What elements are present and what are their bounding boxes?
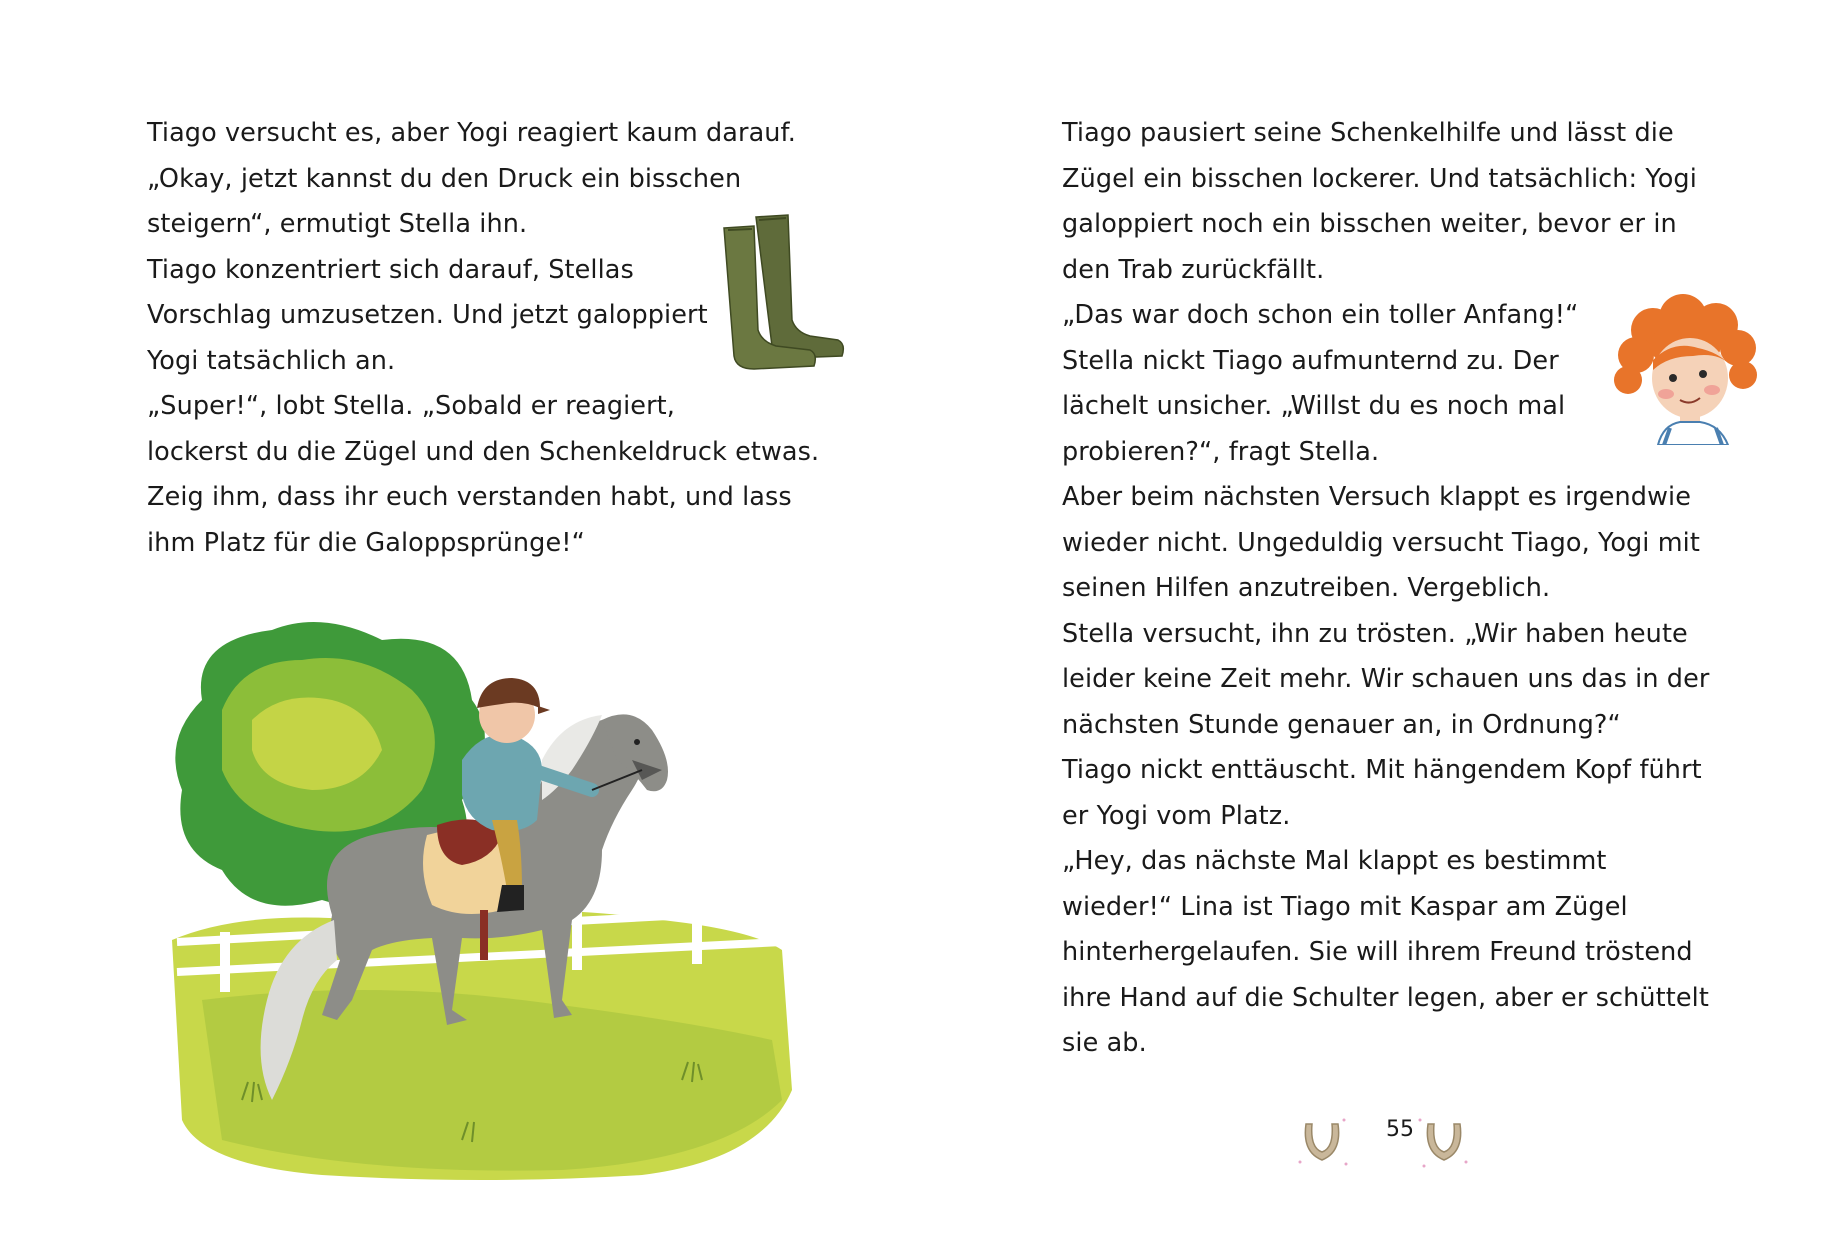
text-line: Stella versucht, ihn zu trösten. „Wir haben heute <box>1062 618 1688 649</box>
text-line: seinen Hilfen anzutreiben. Vergeblich. <box>1062 573 1551 603</box>
riding-boots-illustration <box>718 212 848 377</box>
text-line: Tiago versucht es, aber Yogi reagiert kaum darauf. <box>147 118 796 148</box>
text-line: probieren?“, fragt Stella. <box>1062 436 1380 467</box>
text-line: sie ab. <box>1062 1028 1147 1058</box>
text-line: Zügel ein bisschen lockerer. Und tatsächlich: Yogi <box>1062 163 1697 194</box>
text-line: Stella nickt Tiago aufmunternd zu. Der <box>1062 345 1559 376</box>
text-line: wieder!“ Lina ist Tiago mit Kaspar am Zügel <box>1062 891 1628 922</box>
horseshoe-icon <box>1414 1112 1474 1172</box>
text-line: nächsten Stunde genauer an, in Ordnung?“ <box>1062 709 1621 740</box>
right-page <box>916 0 1831 1240</box>
text-line: Tiago pausiert seine Schenkelhilfe und lässt die <box>1062 118 1674 148</box>
text-line: Aber beim nächsten Versuch klappt es irgendwie <box>1062 482 1692 512</box>
text-line: Yogi tatsächlich an. <box>147 345 396 376</box>
horseshoe-icon <box>1292 1112 1352 1172</box>
text-line: Zeig ihm, dass ihr euch verstanden habt, und lass <box>147 482 792 512</box>
text-line: galoppiert noch ein bisschen weiter, bevor er in <box>1062 209 1677 239</box>
text-line: hinterhergelaufen. Sie will ihrem Freund tröstend <box>1062 937 1693 967</box>
text-line: leider keine Zeit mehr. Wir schauen uns das in der <box>1062 664 1710 694</box>
text-line: „Das war doch schon ein toller Anfang!“ <box>1062 300 1579 330</box>
horse-rider-illustration <box>162 620 802 1185</box>
text-line: lockerst du die Zügel und den Schenkeldruck etwas. <box>147 436 820 467</box>
text-line: er Yogi vom Platz. <box>1062 800 1291 831</box>
text-line: „Super!“, lobt Stella. „Sobald er reagiert, <box>147 391 675 421</box>
text-line: den Trab zurückfällt. <box>1062 254 1325 285</box>
stella-face-illustration <box>1598 290 1773 445</box>
text-line: „Hey, das nächste Mal klappt es bestimmt <box>1062 846 1607 876</box>
text-line: Tiago nickt enttäuscht. Mit hängendem Kopf führt <box>1062 755 1702 785</box>
right-page-text <box>1062 111 1709 1067</box>
text-line: Vorschlag umzusetzen. Und jetzt galoppiert <box>147 300 708 330</box>
text-line: lächelt unsicher. „Willst du es noch mal <box>1062 391 1566 421</box>
text-line: steigern“, ermutigt Stella ihn. <box>147 209 528 239</box>
page-number: 55 <box>1386 1117 1414 1142</box>
text-line: ihre Hand auf die Schulter legen, aber er schüttelt <box>1062 982 1709 1013</box>
text-line: wieder nicht. Ungeduldig versucht Tiago, Yogi mit <box>1062 527 1700 558</box>
text-line: ihm Platz für die Galoppsprünge!“ <box>147 527 585 558</box>
text-line: Tiago konzentriert sich darauf, Stellas <box>147 254 634 285</box>
text-line: „Okay, jetzt kannst du den Druck ein bisschen <box>147 163 742 194</box>
